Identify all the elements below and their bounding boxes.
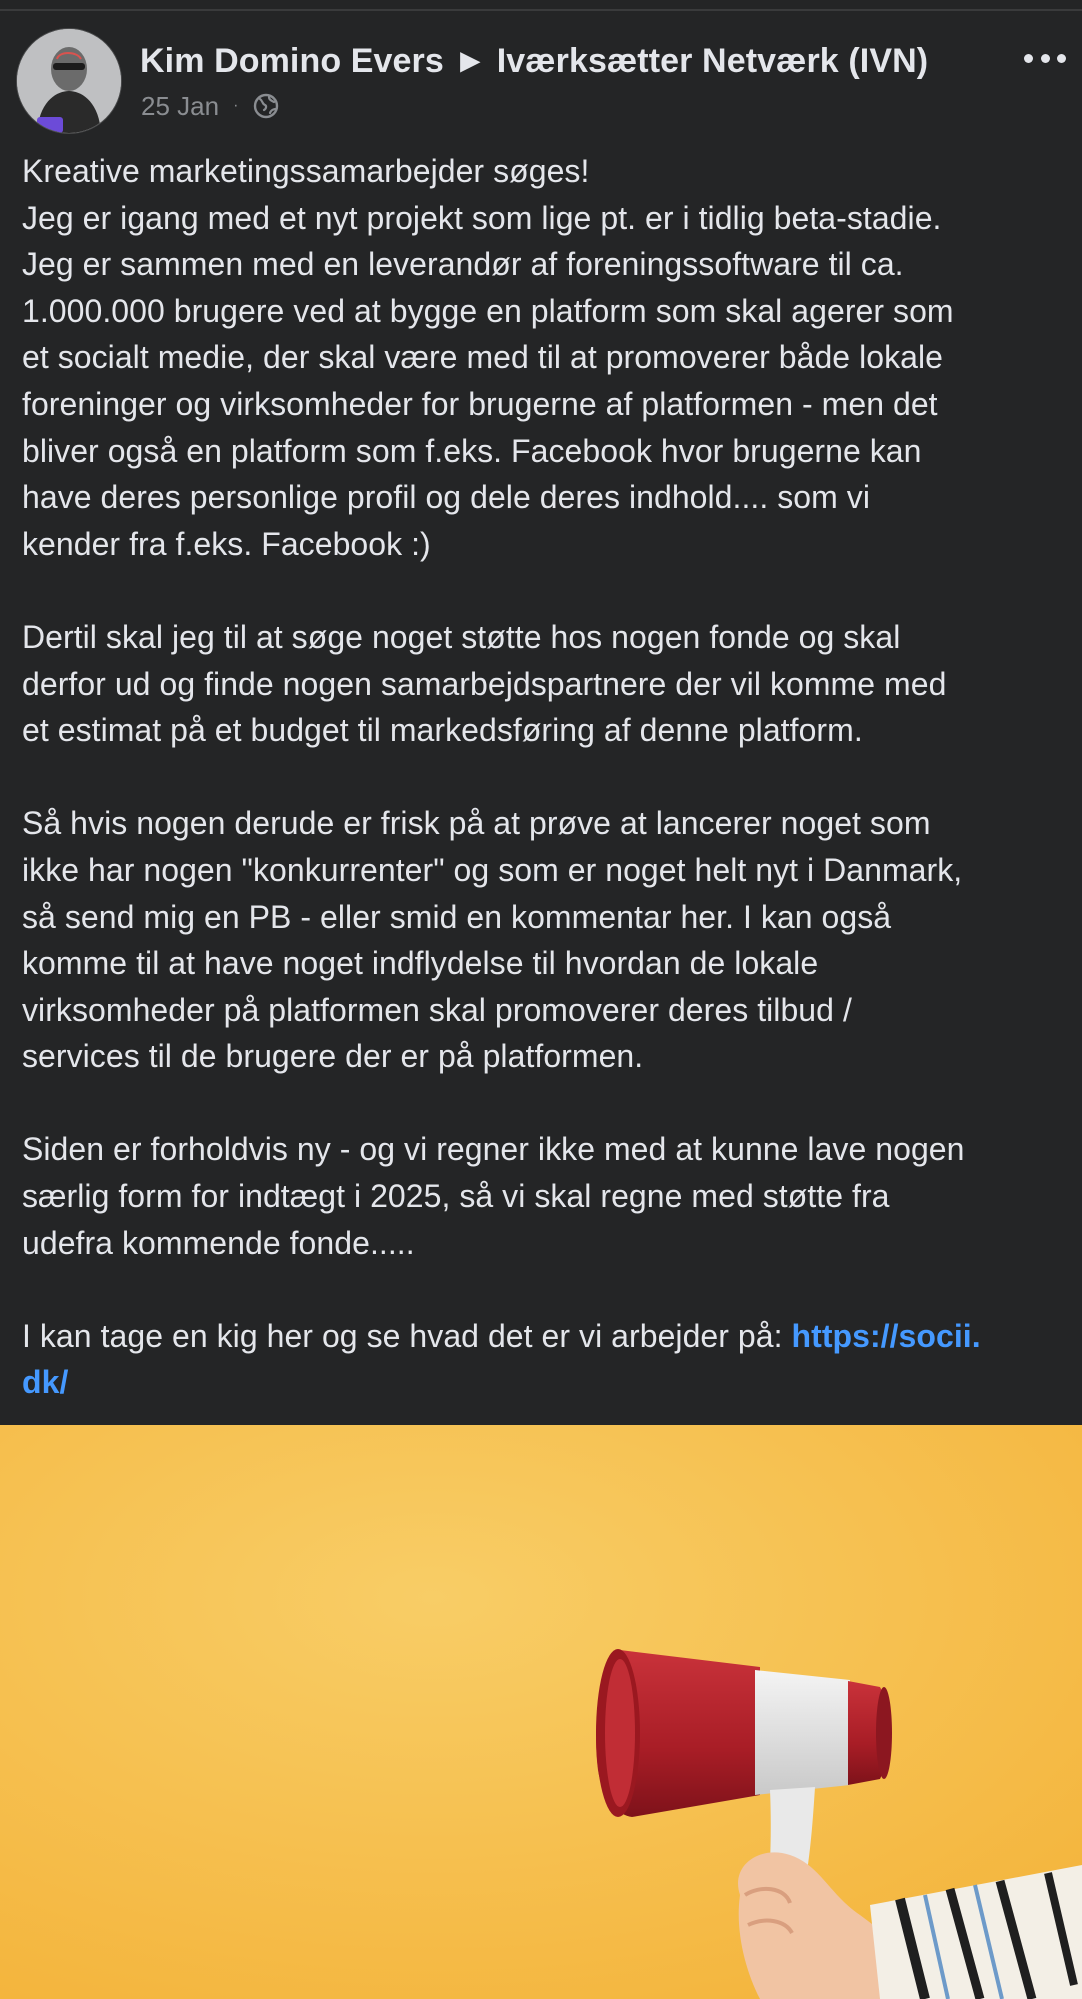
avatar-badge: [37, 117, 63, 133]
post-meta: [141, 88, 280, 124]
megaphone-image: [0, 1425, 1082, 1999]
post-header: [0, 26, 1082, 136]
paragraph-4: Siden er forholdvis ny - og vi regner ikke med at kunne lave nogen særlig form for indtægt i 2025, så vi skal regne med støtte fra udefra kommende fonde.....: [22, 1131, 965, 1261]
post-image[interactable]: [0, 1425, 1082, 1999]
more-options-icon[interactable]: [1024, 48, 1066, 68]
avatar[interactable]: [16, 28, 122, 134]
paragraph-2: Dertil skal jeg til at søge noget støtte hos nogen fonde og skal derfor ud og finde nogen samarbejdspartnere der vil komme med et estimat på et budget til markedsføring af denne platform.: [22, 618, 947, 749]
website-link[interactable]: https://socii.: [791, 1317, 981, 1354]
paragraph-3: Så hvis nogen derude er frisk på at prøve at lancerer noget som ikke har nogen "konkurrenter" og som er noget helt nyt i Danmark, så send mig en PB - eller smid en kommentar her. I kan også komme til at have noget indflydelse til hvordan de lokale virksomheder på platformen skal promoverer deres tilbud / services til de brugere der er på platformen.: [22, 805, 963, 1075]
globe-icon: [252, 92, 280, 120]
divider: [0, 9, 1082, 11]
post-date[interactable]: 25 Jan: [141, 90, 220, 121]
website-link-continued[interactable]: dk/: [22, 1364, 69, 1401]
post-body: [22, 148, 1062, 1406]
avatar-image: [17, 29, 121, 133]
author-name[interactable]: Kim Domino Evers ► Iværksætter Netværk (IVN): [140, 42, 929, 80]
paragraph-1: Kreative marketingssamarbejder søges! Jeg er igang med et nyt projekt som lige pt. er i tidlig beta-stadie. Jeg er sammen med en leverandør af foreningssoftware til ca. 1.000.000 brugere ved at bygge en platform som skal agerer som et socialt medie, der skal være med til at promoverer både lokale foreninger og virksomheder for brugerne af platformen - men det bliver også en platform som f.eks. Facebook hvor brugerne kan have deres personlige profil og dele deres indhold.... som vi kender fra f.eks. Facebook :): [22, 153, 954, 562]
paragraph-5: I kan tage en kig her og se hvad det er vi arbejder på: https://socii. dk/: [22, 1317, 981, 1401]
meta-separator: ·: [233, 97, 239, 114]
